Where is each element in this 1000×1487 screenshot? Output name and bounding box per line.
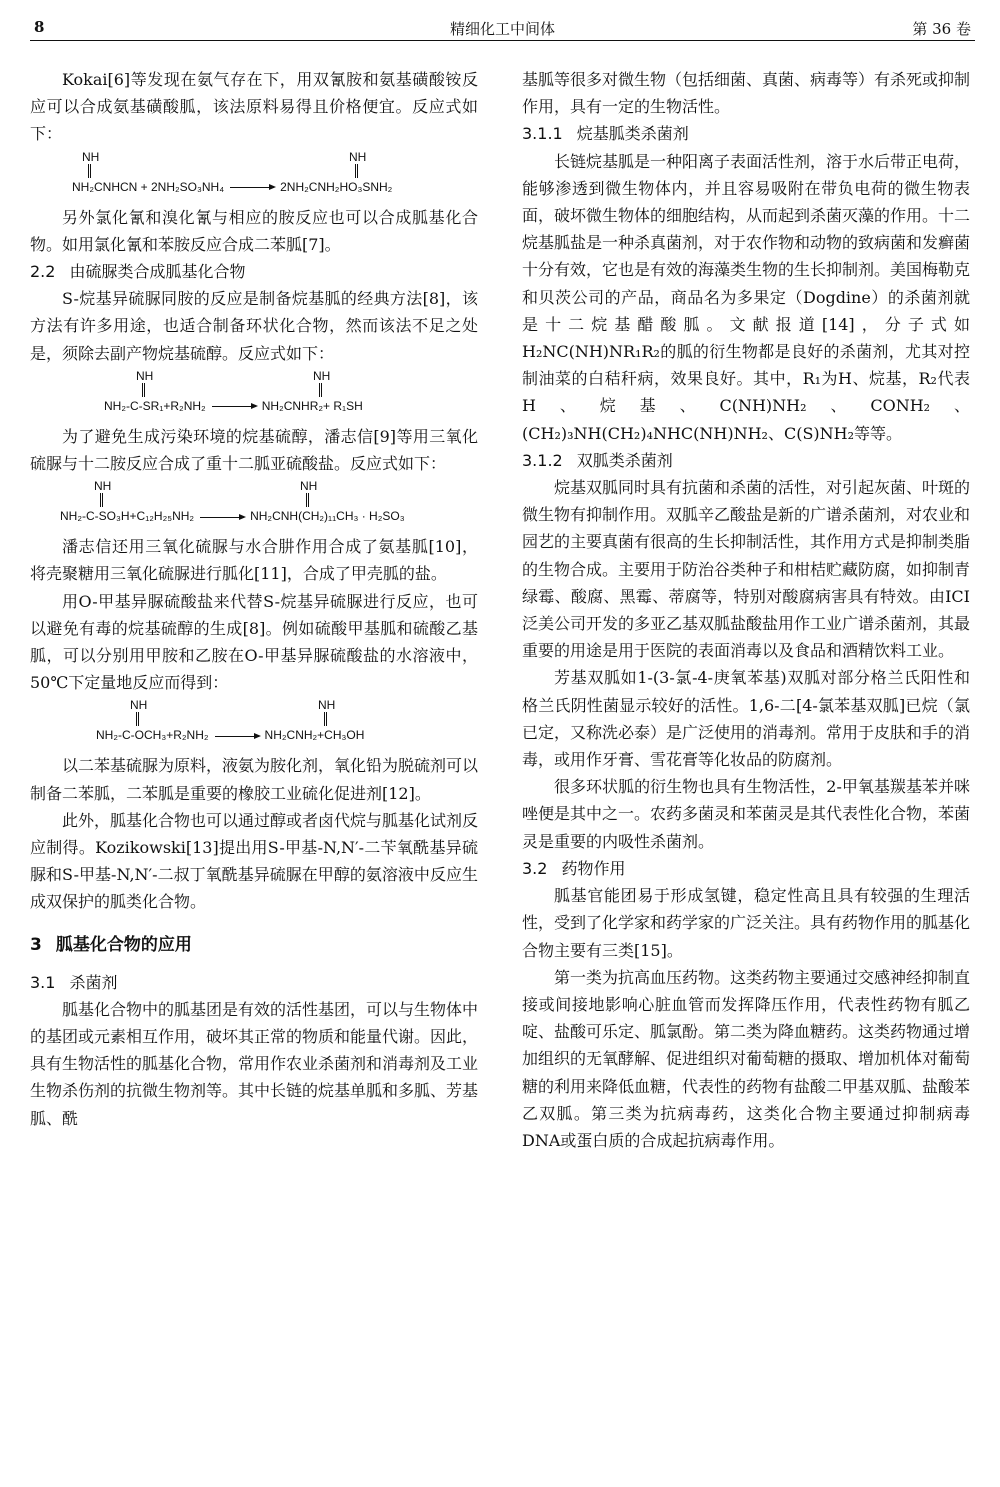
equation-3 bbox=[30, 477, 478, 533]
section-heading: 3.1.1 烷基胍类杀菌剂 bbox=[522, 124, 689, 144]
paragraph: 胍基官能团易于形成氢键，稳定性高且具有较强的生理活性，受到了化学家和药学家的广泛关注。具有药物作用的胍基化合物主要有三类[15]。 bbox=[522, 886, 971, 960]
double-bond bbox=[355, 164, 358, 178]
paragraph: 基胍等很多对微生物（包括细菌、真菌、病毒等）有杀死或抑制作用，具有一定的生物活性。 bbox=[522, 70, 971, 117]
paragraph: 潘志信还用三氧化硫脲与水合肼作用合成了氨基胍[10]，将壳聚糖用三氧化硫脲进行胍化[11]，合成了甲壳胍的盐。 bbox=[30, 537, 478, 584]
paragraph: 第一类为抗高血压药物。这类药物主要通过交感神经抑制直接或间接地影响心脏血管而发挥降压作用，代表性药物有胍乙啶、盐酸可乐定、胍氯酚。第二类为降血糖药。这类药物通过增加组织的无氧酵解、促进组织对葡萄糖的摄取、增加机体对葡萄糖的利用来降低血糖，代表性的药物有盐酸二甲基双胍、盐酸苯乙双胍。第三类为抗病毒药，这类化合物主要通过抑制病毒DNA或蛋白质的合成起抗病毒作用。 bbox=[522, 967, 971, 1150]
double-bond bbox=[324, 712, 327, 726]
equation-products: NH₂CNHR₂+ R₁SH bbox=[261, 398, 363, 413]
section-heading: 3 胍基化合物的应用 bbox=[30, 934, 192, 955]
paragraph: 为了避免生成污染环境的烷基硫醇，潘志信[9]等用三氧化硫脲与十二胺反应合成了重十二胍亚硫酸盐。反应式如下： bbox=[30, 426, 478, 474]
double-bond bbox=[306, 493, 309, 507]
double-bond bbox=[142, 383, 145, 397]
volume-label: 第 36 卷 bbox=[912, 20, 971, 38]
page-number: 8 bbox=[34, 18, 45, 36]
arrow-icon bbox=[230, 187, 274, 188]
section-heading: 3.1.2 双胍类杀菌剂 bbox=[522, 450, 673, 470]
equation-reactants: NH₂-C-OCH₃+R₂NH₂ bbox=[96, 728, 209, 743]
paragraph: 烷基双胍同时具有抗菌和杀菌的活性，对引起灰菌、叶斑的微生物有抑制作用。双胍辛乙酸盐是新的广谱杀菌剂，对农业和园艺的主要真菌有很高的生长抑制活性，其作用方式是抑制类脂的生物合成。主要用于防治谷类种子和柑桔贮藏防腐，如抑制青绿霉、酸腐、黑霉、蒂腐等，特别对酸腐病害具有特效。由ICI泛美公司开发的多亚乙基双胍盐酸盐用作工业广谱杀菌剂，其最重要的用途是用于医院的表面消毒以及食品和酒精饮料工业。 bbox=[522, 478, 971, 661]
nh-label: NH bbox=[300, 479, 318, 494]
paragraph: 很多环状胍的衍生物也具有生物活性，2-甲氧基羰基苯并咪唑便是其中之一。农药多菌灵和苯菌灵是其代表性化合物，苯菌灵是重要的内吸性杀菌剂。 bbox=[522, 777, 971, 851]
page-header bbox=[30, 14, 975, 41]
double-bond bbox=[136, 712, 139, 726]
double-bond bbox=[100, 493, 103, 507]
equation-reactants: NH₂CNHCN + 2NH₂SO₃NH₄ bbox=[72, 179, 225, 194]
equation-1 bbox=[30, 148, 478, 204]
paragraph: 以二苯基硫脲为原料，液氨为胺化剂，氧化铅为脱硫剂可以制备二苯胍，二苯胍是重要的橡胶工业硫化促进剂[12]。 bbox=[30, 756, 479, 803]
arrow-icon bbox=[215, 736, 259, 737]
paragraph: 此外，胍基化合物也可以通过醇或者卤代烷与胍基化试剂反应制得。Kozikowski[13]提出用S-甲基-N,N′-二苄氧酰基异硫脲和S-甲基-N,N′-二叔丁氧酰基异硫脲在甲醇的氨溶液中反应生成双保护的胍类化合物。 bbox=[30, 810, 479, 912]
paragraph: 长链烷基胍是一种阳离子表面活性剂，溶于水后带正电荷，能够渗透到微生物体内，并且容易吸附在带负电荷的微生物表面，破坏微生物体的细胞结构，从而起到杀菌灭藻的作用。十二烷基胍盐是一种杀真菌剂，对于农作物和动物的致病菌和发癣菌十分有效，它也是有效的海藻类生物的生长抑制剂。美国梅勒克和贝茨公司的产品，商品名为多果定（Dogdine）的杀菌剂就是十二烷基醋酸胍。文献报道[14]，分子式如H₂NC(NH)NR₁R₂的胍的衍生物都是良好的杀菌剂，尤其对控制油菜的白秸秆病，效果良好。其中，R₁为H、烷基，R₂代表H、烷基、C(NH)NH₂、CONH₂、(CH₂)₃NH(CH₂)₄NHC(NH)NH₂、C(S)NH₂等等。 bbox=[522, 151, 971, 443]
arrow-icon bbox=[200, 517, 244, 518]
section-heading: 2.2 由硫脲类合成胍基化合物 bbox=[30, 262, 246, 282]
journal-title: 精细化工中间体 bbox=[449, 20, 555, 38]
equation-reactants: NH₂-C-SR₁+R₂NH₂ bbox=[104, 398, 206, 413]
section-heading: 3.1 杀菌剂 bbox=[30, 972, 118, 992]
nh-label: NH bbox=[94, 479, 112, 494]
nh-label: NH bbox=[136, 368, 154, 383]
equation-2 bbox=[30, 367, 478, 423]
section-heading: 3.2 药物作用 bbox=[522, 858, 626, 878]
paragraph: Kokai[6]等发现在氨气存在下，用双氰胺和氨基磺酸铵反应可以合成氨基磺酸胍，该法原料易得且价格便宜。反应式如下： bbox=[30, 70, 478, 144]
paragraph: 胍基化合物中的胍基团是有效的活性基团，可以与生物体中的基团或元素相互作用，破坏其正常的物质和能量代谢。因此，具有生物活性的胍基化合物，常用作农业杀菌剂和消毒剂及工业生物杀伤剂的抗微生物剂等。其中长链的烷基单胍和多胍、芳基胍、酰 bbox=[30, 999, 479, 1128]
paragraph: 芳基双胍如1-(3-氯-4-庚氧苯基)双胍对部分格兰氏阳性和格兰氏阴性菌显示较好的活性。1,6-二[4-氯苯基双胍]已烷（氯已定，又称洗必泰）是广泛使用的消毒剂。常用于皮肤和手的消毒，或用作牙膏、雪花膏等化妆品的防腐剂。 bbox=[522, 668, 971, 770]
right-column bbox=[522, 66, 970, 1154]
equation-products: 2NH₂CNH₂HO₃SNH₂ bbox=[280, 179, 393, 194]
equation-products: NH₂CNH₂+CH₃OH bbox=[264, 728, 365, 743]
arrow-icon bbox=[212, 406, 256, 407]
nh-label: NH bbox=[82, 149, 100, 164]
nh-label: NH bbox=[130, 698, 148, 713]
nh-label: NH bbox=[313, 368, 331, 383]
double-bond bbox=[319, 383, 322, 397]
double-bond bbox=[88, 164, 91, 178]
paragraph: S-烷基异硫脲同胺的反应是制备烷基胍的经典方法[8]，该方法有许多用途，也适合制备环状化合物，然而该法不足之处是，须除去副产物烷基硫醇。反应式如下： bbox=[30, 289, 478, 363]
equation-reactants: NH₂-C-SO₃H+C₁₂H₂₅NH₂ bbox=[60, 509, 195, 524]
paragraph: 另外氯化氰和溴化氰与相应的胺反应也可以合成胍基化合物。如用氯化氰和苯胺反应合成二苯胍[7]。 bbox=[30, 207, 478, 254]
equation-products: NH₂CNH(CH₂)₁₁CH₃ · H₂SO₃ bbox=[250, 509, 405, 524]
nh-label: NH bbox=[349, 149, 367, 164]
left-column bbox=[30, 66, 478, 1132]
nh-label: NH bbox=[318, 698, 336, 713]
equation-4 bbox=[30, 696, 478, 752]
paragraph: 用O-甲基异脲硫酸盐来代替S-烷基异硫脲进行反应，也可以避免有毒的烷基硫醇的生成[8]。例如硫酸甲基胍和硫酸乙基胍，可以分别用甲胺和乙胺在O-甲基异脲硫酸盐的水溶液中，50℃下定量地反应而得到： bbox=[30, 591, 478, 693]
